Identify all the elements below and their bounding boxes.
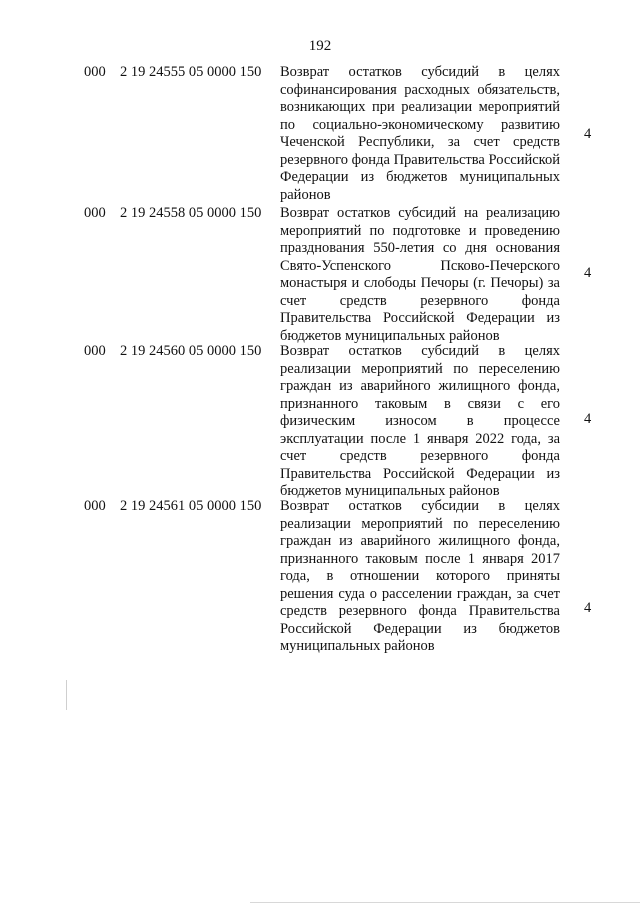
page-number: 192 [308,38,332,54]
budget-classification-code: 2 19 24560 05 0000 150 [120,343,262,359]
row-description: Возврат остатков субсидий в целях реализации мероприятий по переселению граждан из аварийного жилищного фонда, признанного таковым в связи с его физическим износом в процессе эксплуатации после 1 января 2022 года, за счет средств резервного фонда Правительства Российской Федерации из бюджетов муниципальных районов [280,343,560,499]
admin-code: 000 [84,343,106,359]
row-amount: 4 [584,126,592,142]
row-description: Возврат остатков субсидий на реализацию мероприятий по подготовке и проведению празднования 550-летия со дня основания Свято-Успенского Псково-Печерского монастыря и слободы Печоры (г. Печоры) за счет средств резервного фонда Правительства Российской Федерации из бюджетов муниципальных районов [280,205,560,344]
row-description: Возврат остатков субсидии в целях реализации мероприятий по переселению граждан из аварийного жилищного фонда, признанного таковым после 1 января 2017 года, в отношении которого приняты решения суда о расселении граждан, за счет средств резервного фонда Правительства Российской Федерации из бюджетов муниципальных районов [280,498,560,654]
admin-code: 000 [84,498,106,514]
row-description: Возврат остатков субсидий в целях софинансирования расходных обязательств, возникающих при реализации мероприятий по социально-экономическому развитию Чеченской Республики, за счет средств резервного фонда Правительства Российской Федерации из бюджетов муниципальных районов [280,64,560,203]
row-amount: 4 [584,600,592,616]
budget-classification-code: 2 19 24558 05 0000 150 [120,205,262,221]
admin-code: 000 [84,64,106,80]
row-amount: 4 [584,411,592,427]
admin-code: 000 [84,205,106,221]
scan-margin-mark [66,680,67,710]
budget-classification-code: 2 19 24555 05 0000 150 [120,64,262,80]
row-amount: 4 [584,265,592,281]
scan-edge-line [250,902,640,903]
budget-classification-code: 2 19 24561 05 0000 150 [120,498,262,514]
